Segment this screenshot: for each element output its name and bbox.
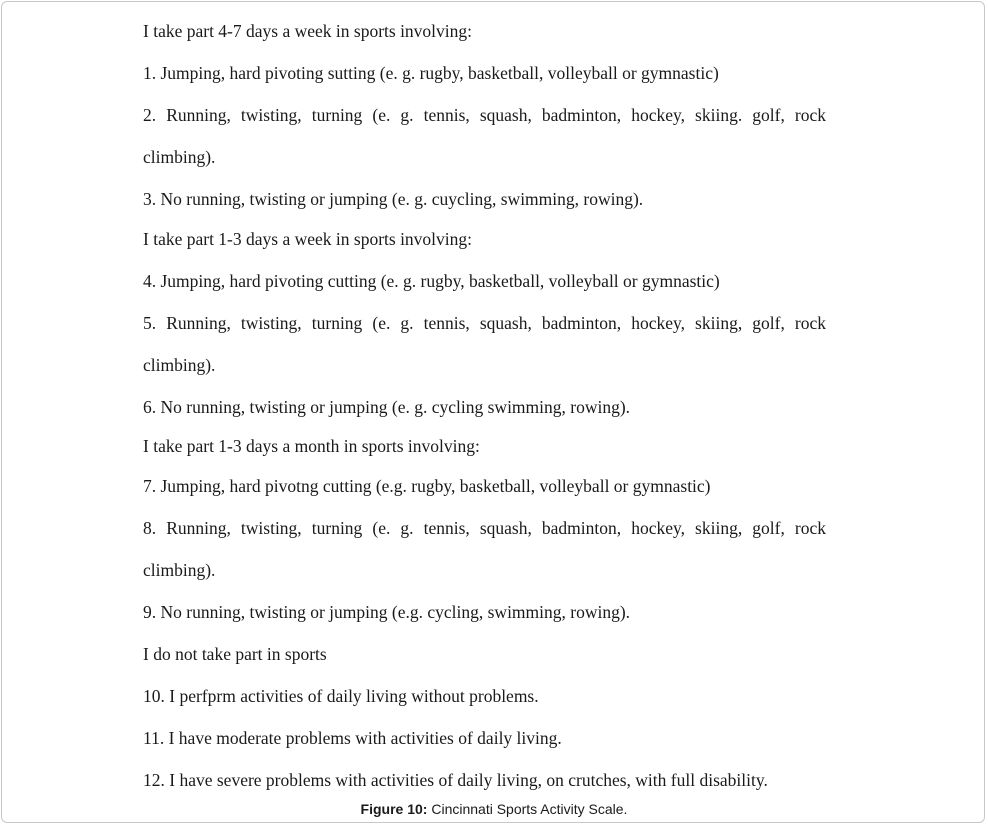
scale-item-5: 5. Running, twisting, turning (e. g. tennis, squash, badminton, hockey, skiing, golf, rock [143,313,826,333]
figure-caption-text: Cincinnati Sports Activity Scale. [427,801,628,817]
figure-caption [0,800,988,818]
scale-item-8-continued: climbing). [143,560,216,580]
scale-item-4: 4. Jumping, hard pivoting cutting (e. g. rugby, basketball, volleyball or gymnastic) [143,271,720,291]
scale-item-8: 8. Running, twisting, turning (e. g. tennis, squash, badminton, hockey, skiing, golf, rock [143,518,826,538]
section-heading-4-7-days-week: I take part 4-7 days a week in sports involving: [143,21,473,41]
scale-item-7: 7. Jumping, hard pivotng cutting (e.g. rugby, basketball, volleyball or gymnastic) [143,476,711,496]
scale-item-2: 2. Running, twisting, turning (e. g. tennis, squash, badminton, hockey, skiing. golf, rock [143,105,826,125]
section-heading-1-3-days-week: I take part 1-3 days a week in sports involving: [143,229,473,249]
scale-item-10: 10. I perfprm activities of daily living without problems. [143,686,539,706]
scale-item-3: 3. No running, twisting or jumping (e. g. cuycling, swimming, rowing). [143,189,644,209]
scale-item-6: 6. No running, twisting or jumping (e. g. cycling swimming, rowing). [143,397,631,417]
figure-caption-label: Figure 10: [360,801,428,817]
scale-item-12: 12. I have severe problems with activities of daily living, on crutches, with full disability. [143,770,768,790]
section-heading-1-3-days-month: I take part 1-3 days a month in sports involving: [143,436,480,456]
scale-item-2-continued: climbing). [143,147,216,167]
scale-item-5-continued: climbing). [143,355,216,375]
scale-item-11: 11. I have moderate problems with activities of daily living. [143,728,562,748]
section-heading-no-sports: I do not take part in sports [143,644,327,664]
scale-item-9: 9. No running, twisting or jumping (e.g. cycling, swimming, rowing). [143,602,631,622]
figure-frame [1,1,985,823]
scale-item-1: 1. Jumping, hard pivoting sutting (e. g. rugby, basketball, volleyball or gymnastic) [143,63,719,83]
